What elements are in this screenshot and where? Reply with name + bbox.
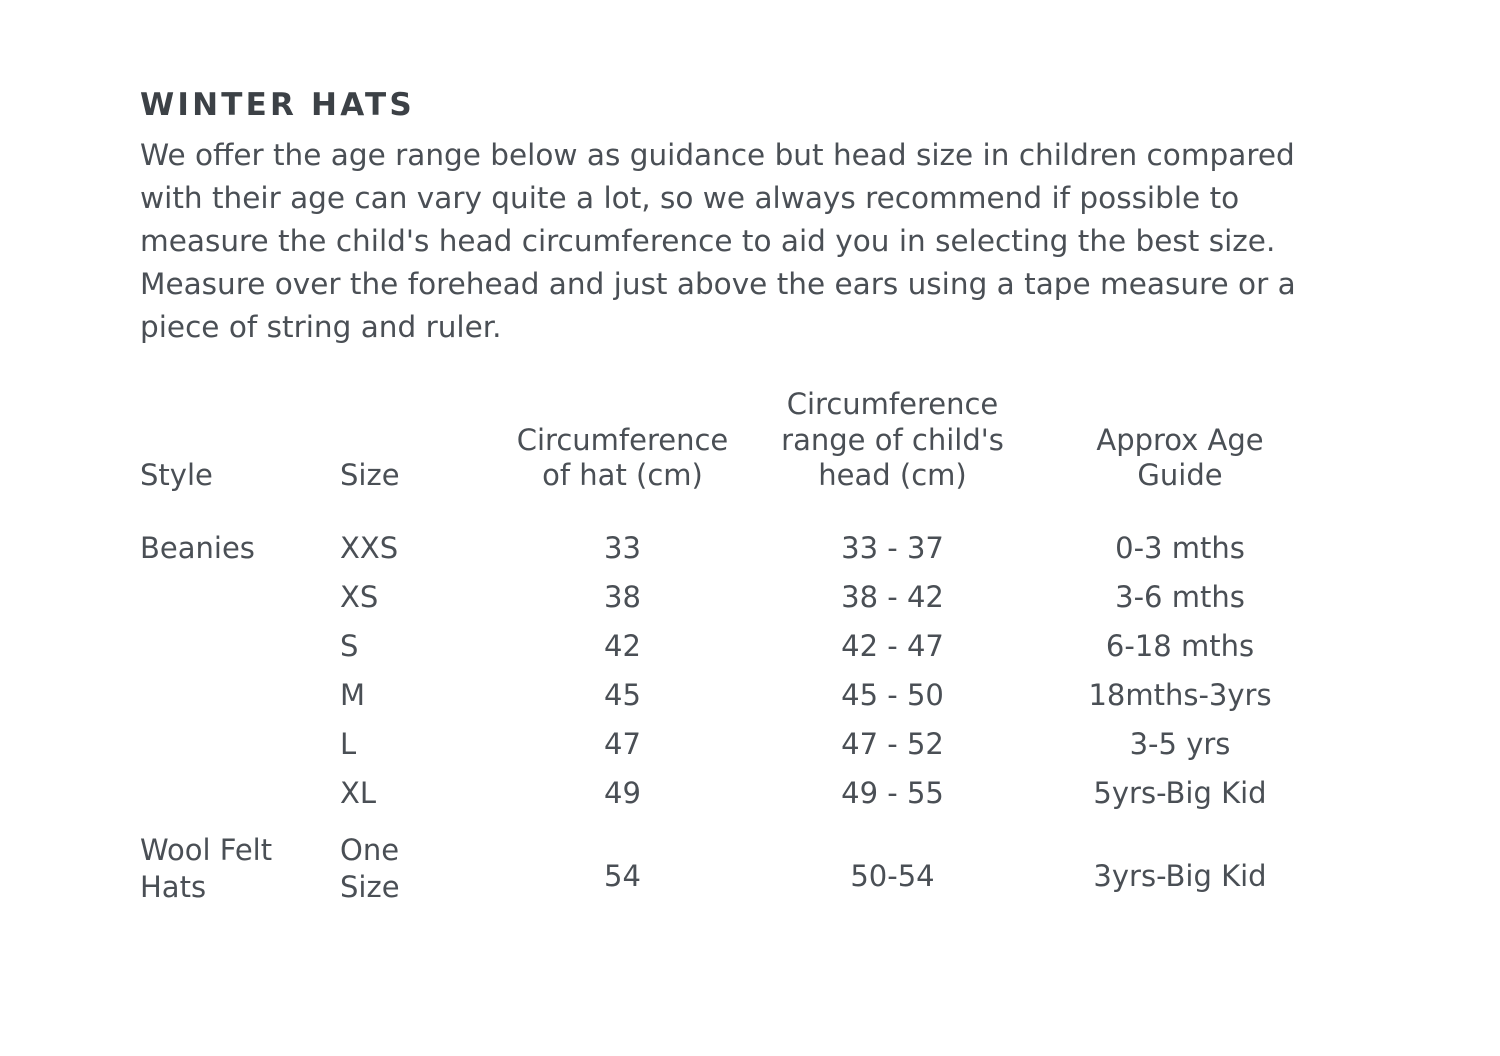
- cell-head-circumference: 42 - 47: [841, 628, 944, 663]
- table-header: [140, 387, 1330, 515]
- cell-age-guide: 3-6 mths: [1115, 579, 1245, 614]
- cell-age-guide: 18mths-3yrs: [1088, 677, 1272, 712]
- cell-style: [140, 720, 340, 769]
- cell-head-circumference: 45 - 50: [841, 677, 944, 712]
- cell-age-guide: 3-5 yrs: [1129, 726, 1231, 761]
- page-title: WINTER HATS: [140, 87, 415, 123]
- cell-hat-circumference: 38: [604, 579, 641, 614]
- table-row: [140, 516, 1330, 573]
- cell-style: [140, 622, 340, 671]
- cell-age-guide: 6-18 mths: [1105, 628, 1255, 663]
- cell-head-circumference: 47 - 52: [841, 726, 944, 761]
- cell-age-guide: 3yrs-Big Kid: [1093, 858, 1267, 893]
- size-chart-table: [140, 387, 1330, 912]
- cell-size: XXS: [340, 530, 399, 565]
- cell-size: S: [340, 628, 359, 663]
- cell-style: Beanies: [140, 530, 255, 565]
- table-row: [140, 818, 1330, 912]
- column-header-size: Size: [340, 458, 400, 493]
- cell-hat-circumference: 54: [604, 858, 641, 893]
- table-row: [140, 769, 1330, 818]
- table-body: [140, 516, 1330, 913]
- cell-style: Wool Felt Hats: [140, 833, 273, 905]
- cell-head-circumference: 33 - 37: [841, 530, 944, 565]
- cell-size: XL: [340, 776, 377, 811]
- cell-size: L: [340, 726, 357, 761]
- cell-style: [140, 573, 340, 622]
- table-row: [140, 622, 1330, 671]
- table-row: [140, 671, 1330, 720]
- cell-head-circumference: 49 - 55: [841, 776, 944, 811]
- column-header-style: Style: [140, 458, 213, 493]
- cell-style: [140, 671, 340, 720]
- intro-paragraph: We offer the age range below as guidance but head size in children compared with their age can vary quite a lot, so we always recommend if possible to measure the child's head circumference to aid you in selecting the best size. Measure over the forehead and just above the ears using a tape measure or a piece of string and ruler.: [140, 138, 1296, 345]
- cell-size: XS: [340, 579, 379, 614]
- cell-size: M: [340, 677, 366, 712]
- cell-head-circumference: 50-54: [850, 858, 935, 893]
- cell-hat-circumference: 47: [604, 726, 641, 761]
- cell-style: [140, 769, 340, 818]
- cell-hat-circumference: 42: [604, 628, 641, 663]
- cell-head-circumference: 38 - 42: [841, 579, 944, 614]
- table-row: [140, 573, 1330, 622]
- column-header-head-circumference: Circumference range of child's head (cm): [781, 387, 1004, 493]
- column-header-hat-circumference: Circumference of hat (cm): [516, 422, 729, 493]
- cell-hat-circumference: 45: [604, 677, 641, 712]
- cell-hat-circumference: 33: [604, 530, 641, 565]
- cell-age-guide: 5yrs-Big Kid: [1093, 776, 1267, 811]
- table-header-row: [140, 387, 1330, 515]
- cell-size: One Size: [340, 833, 400, 905]
- table-row: [140, 720, 1330, 769]
- column-header-age-guide: Approx Age Guide: [1096, 422, 1264, 493]
- cell-hat-circumference: 49: [604, 776, 641, 811]
- cell-age-guide: 0-3 mths: [1115, 530, 1245, 565]
